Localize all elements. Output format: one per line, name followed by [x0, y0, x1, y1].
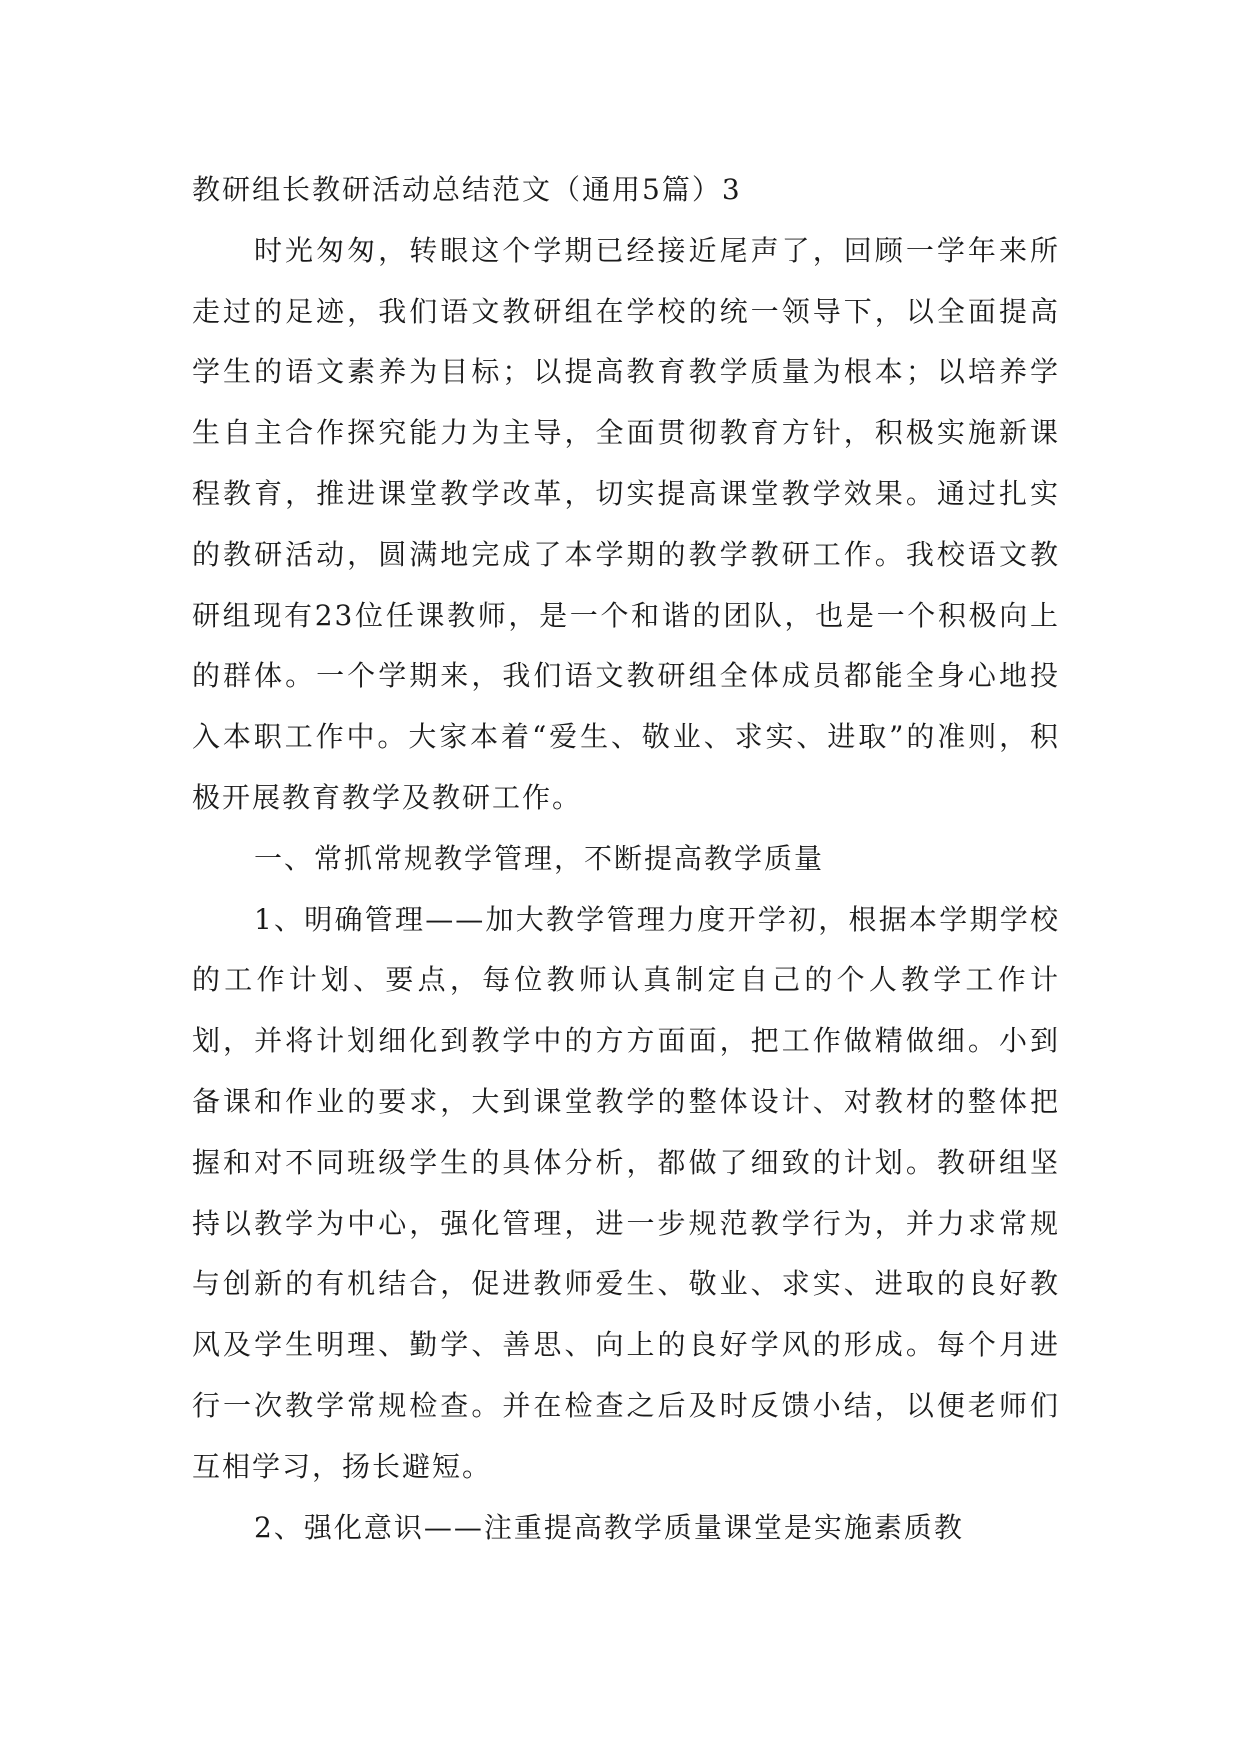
section-heading: 一、常抓常规教学管理，不断提高教学质量	[254, 841, 825, 875]
item-2-paragraph: 2、强化意识——注重提高教学质量课堂是实施素质教	[254, 1510, 964, 1544]
document-title: 教研组长教研活动总结范文（通用5篇）3	[192, 173, 742, 206]
document-body	[192, 160, 1060, 1558]
item-1-paragraph: 1、明确管理——加大教学管理力度开学初，根据本学期学校的工作计划、要点，每位教师认真制定自己的个人教学工作计划，并将计划细化到教学中的方方面面，把工作做精做细。小到备课和作业的要求，大到课堂教学的整体设计、对教材的整体把握和对不同班级学生的具体分析，都做了细致的计划。教研组坚持以教学为中心，强化管理，进一步规范教学行为，并力求常规与创新的有机结合，促进教师爱生、敬业、求实、进取的良好教风及学生明理、勤学、善思、向上的良好学风的形成。每个月进行一次教学常规检查。并在检查之后及时反馈小结，以便老师们互相学习，扬长避短。	[192, 902, 1060, 1483]
intro-paragraph: 时光匆匆，转眼这个学期已经接近尾声了，回顾一学年来所走过的足迹，我们语文教研组在学校的统一领导下，以全面提高学生的语文素养为目标；以提高教育教学质量为根本；以培养学生自主合作探究能力为主导，全面贯彻教育方针，积极实施新课程教育，推进课堂教学改革，切实提高课堂教学效果。通过扎实的教研活动，圆满地完成了本学期的教学教研工作。我校语文教研组现有23位任课教师，是一个和谐的团队，也是一个积极向上的群体。一个学期来，我们语文教研组全体成员都能全身心地投入本职工作中。大家本着“爱生、敬业、求实、进取”的准则，积极开展教育教学及教研工作。	[192, 233, 1060, 814]
